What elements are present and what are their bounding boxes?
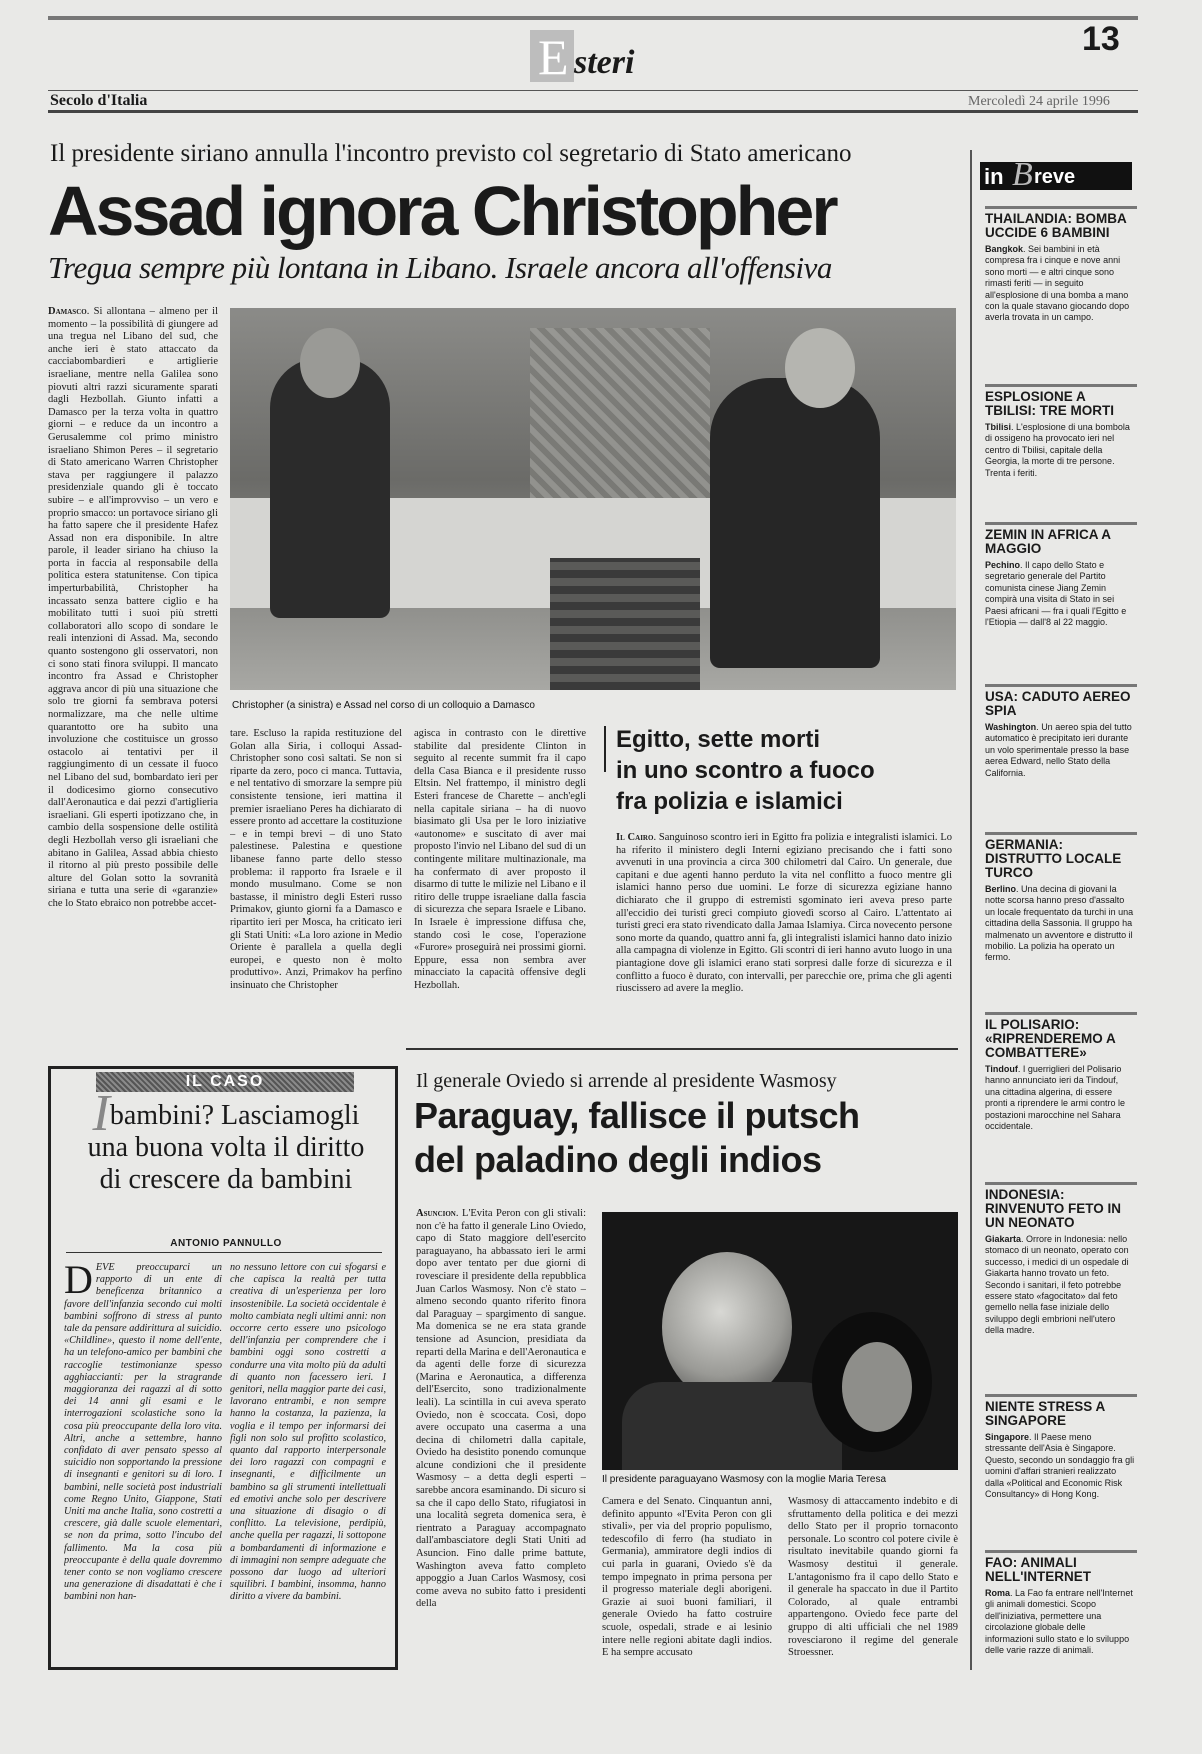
brief-body: Sei bambini in età compresa fra i cinque e nove anni sono morti — e altri cinque sono rimasti feriti — in seguito all'esplosione di una bomba a mano con la quale stavano giocando dopo averla trovata in un campo.: [985, 244, 1130, 323]
il-caso-tag-text: IL CASO: [185, 1073, 265, 1090]
il-caso-title-l1: bambini? Lasciamogli: [109, 1100, 360, 1131]
top-rule: [48, 16, 1138, 20]
il-caso-col2-text: no nessuno lettore con cui sfogarsi e che capisca la realtà per tutta creativa di un'esperienza per loro insostenibile. La società occidentale è molto cambiata negli ultimi anni: non occorre certo essere uno psicologo dell'infanzia per comprendere che i bambini oggi sono costretti a condurre una vita molto più da adulti di quanto non facessero ieri. I genitori, nella maggior parte dei casi, lavorano entrambi, e non sempre hanno la costanza, la pazienza, la voglia e il tempo per informarsi dei figli non solo sul profitto scolastico, quanto dal rapporto interpersonale dei loro ragazzi con compagni e insegnanti, e difficilmente un bambino sa gli strumenti intellettuali ed emotivi anche solo per descrivere una situazione di disagio o di conflitto. La televisione, perdipiù, anche quella per ragazzi, li sottopone a bombardamenti di informazione e di immagini non sempre adeguate che possono dar luogo ad ulteriori squilibri. I bambini, insomma, hanno diritto a vivere da bambini.: [230, 1262, 386, 1603]
woman-face: [842, 1342, 912, 1432]
sidebar-sep-1: [985, 384, 1137, 387]
lead-dateline: Damasco: [48, 306, 87, 317]
sidebar-sep-4: [985, 832, 1137, 835]
brief-head: GERMANIA: DISTRUTTO LOCALE TURCO: [985, 838, 1122, 880]
brief-body: La Fao fa entrare nell'Internet gli animali domestici. Scopo dell'iniziativa, permettere una circolazione globale delle informazioni sullo stato e lo sviluppo delle varie razze di animali.: [985, 1588, 1133, 1656]
lead-column-1: Damasco. Si allontana – almeno per il momento – la possibilità di giungere ad una tregua nel Libano del sud, che anche ieri è stato attaccato da cacciabombardieri e artiglierie israeliane, mentre nella Galilea sono piovuti altri razzi sicuramente sparati dagli Hezbollah. Giunto infatti a Damasco per la terza volta in quattro giorni – e reduce da un incontro a Gerusalemme col primo ministro israeliano Shimon Peres – il segretario di Stato americano Warren Christopher stava per raggiungere il palazzo presidenziale quando gli è toccato subire – e all'improvviso – un vero e proprio smacco: un portavoce siriano gli ha fatto sapere che il presidente Hafez Assad non era disponibile. In altre parole, il leader siriano ha chiuso la porta in faccia al responsabile della politica estera statunitense. Con tipica imperturbabilità, Christopher ha incassato senza battere ciglio e ha mobilitato tutti i suoi più stretti collaboratori allo scopo di sondare le reali intenzioni di Assad. Ma, secondo quanto sostengono gli osservatori, non ci sono stati finora sviluppi. Il mancato incontro fra Assad e Christopher aggrava ancor di più una situazione che solo tre giorni fa sembrava potersi normalizzare, ma che nelle ultime quarantotto ore ha subìto una involuzione che costituisce un grosso ostacolo ai tentativi per il raggiungimento di un cessate il fuoco nel Libano del sud, bombardato ieri per il dodicesimo giorno consecutivo dall'Aeronautica e dai pezzi d'artiglieria israeliani. Gli esperti ipotizzano che, in cambio della sospensione delle ostilità degli Hezbollah verso gli israeliani che abitano in Galilea, Assad abbia chiesto il ritorno al più presto possibile delle alture del Golan sotto la sovranità siriana e tutta una serie di «garanzie» che lo Stato ebraico non potrebbe accet-: [48, 306, 218, 909]
egitto-headline: [616, 724, 956, 817]
brief-head: INDONESIA: RINVENUTO FETO IN UN NEONATO: [985, 1188, 1122, 1230]
lead-col3-text: agisca in contrasto con le direttive stabilite dal presidente Clinton in seguito al recente summit fra il capo della Casa Bianca e il presidente russo Eltsin. Nel frattempo, il ministro degli Esteri francese de Charette – anch'egli nella capitale siriana – ha di nuovo biasimato gli Usa per le loro iniziative «autonome» e suscitato di aver mai proposto l'invio nel Libano del sud di un contingente militare multinazionale, ma ha confermato di aver proposto il disarmo di tutte le milizie nel Libano e il ritiro delle truppe israeliane dalla fascia di sicurezza che separa Israele e Libano. In Israele è impressione diffusa che, stando così le cose, l'operazione «Furore» proseguirà nei prossimi giorni. Eppure, essa non sembra aver minacciato la capacità offensive degli Hezbollah.: [414, 728, 586, 991]
carved-table: [550, 558, 700, 690]
brief-head: USA: CADUTO AEREO SPIA: [985, 690, 1131, 718]
egitto-dateline: Il Cairo: [616, 832, 654, 843]
brief-head: IL POLISARIO: «RIPRENDEREMO A COMBATTERE»: [985, 1018, 1116, 1060]
mid-rule: [406, 1048, 958, 1050]
brief-dateline: Roma: [985, 1588, 1011, 1598]
egitto-body: Il Cairo. Sanguinoso scontro ieri in Egitto fra polizia e integralisti islamici. Lo ha riferito il ministero degli Interni egiziano precisando che i fatti sono avvenuti in una provincia a circa 300 chilometri dal Cairo. Un generale, due capitani e due agenti hanno perduto la vita nel conflitto a fuoco mentre gli islamici hanno perso due uomini. Le forze di sicurezza egiziane hanno dichiarato che il gruppo di estremisti sgominato ieri aveva preso parte all'eccidio dei turisti greci compiuto giovedì scorso al Cairo. L'attentato ai turisti greci era stato rivendicato dalla Jamaa Islamiya. Circa novecento persone sono morte da quando, quattro anni fa, gli integralisti islamici hanno dato inizio alla campagna di violenze in Egitto. Gli scontri di ieri hanno avuto luogo in una piantagione dove gli islamici erano stati sorpresi dalle forze di sicurezza e il conflitto a fuoco è durato, con intervalli, per parecchie ore, prima che gli agenti riuscissero ad avere la meglio.: [616, 832, 952, 995]
il-caso-title-l2: una buona volta il diritto: [87, 1132, 365, 1163]
section-letter: E: [538, 29, 569, 85]
figure-right: [710, 378, 880, 668]
paraguay-photo: [602, 1212, 958, 1470]
paraguay-headline-l2: del paladino degli indios: [414, 1139, 822, 1180]
issue-date: Mercoledì 24 aprile 1996: [968, 94, 1110, 109]
brief-body: Un aereo spia del tutto automatico è precipitato ieri durante un volo sperimentale presso la base aerea Edward, nello Stato della California.: [985, 722, 1132, 778]
brief-item-polisario: IL POLISARIO: «RIPRENDEREMO A COMBATTERE» Tindouf. I guerriglieri del Polisario hanno annunciato ieri da Tindouf, una cittadina algerina, di essere pronti a riprendere le armi contro le postazioni marocchine nel Sahara occidentale.: [985, 1018, 1135, 1178]
egitto-text: Sanguinoso scontro ieri in Egitto fra polizia e integralisti islamici. Lo ha riferito il ministero degli Interni egiziano precisando che i fatti sono avvenuti in una provincia a circa 300 chilometri dal Cairo. Un generale, due capitani e due agenti hanno perduto la vita nel conflitto a fuoco mentre gli islamici hanno perso due uomini. Le forze di sicurezza egiziane hanno dichiarato che il gruppo di estremisti sgominato ieri aveva preso parte all'eccidio dei turisti greci compiuto giovedì scorso al Cairo. L'attentato ai turisti greci era stato rivendicato dalla Jamaa Islamiya. Circa novecento persone sono morte da quando, quattro anni fa, gli integralisti islamici hanno dato inizio alla campagna di violenze in Egitto. Gli scontri di ieri hanno avuto luogo in una piantagione dove gli islamici erano stati sorpresi dalle forze di sicurezza e il conflitto a fuoco è durato, con intervalli, per parecchie ore, prima che gli agenti riuscissero ad avere la meglio.: [616, 832, 952, 995]
il-caso-tag: [96, 1072, 354, 1092]
lead-column-2: [230, 728, 402, 1040]
paraguay-col1-text: L'Evita Peron con gli stivali: non c'è ha fatto il generale Lino Oviedo, capo di Stato maggiore dell'esercito paraguayano, ha abbassato ieri le armi dopo aver tentato per due giorni di rovesciare il presidente della repubblica Juan Carlos Wasmosy. Non c'è stato – almeno secondo quanto riferito finora dal Paraguay – spargimento di sangue. Ma domenica se ne era stata grande tensione ad Asuncion, presidiata da reparti della Marina e dell'Aeronautica e da agenti delle forze di sicurezza (Marina e Aeronautica, a differenza dell'Esercito, sono tradizionalmente leali). La scintilla in cui aveva sperato Oviedo, non è scoccata. Così, dopo avere occupato una caserma a una decina di chilometri dalla capitale, Oviedo ha desistito ponendo comunque alcune condizioni che il presidente Wasmosy – a detta degli esperti – sarebbe ancora esaminando. Di sicuro si sa che il capo dello Stato, rifugiatosi in una località segreta domenica sera, è rientrato a Paraguay accompagnato dall'ambasciatore degli Stati Uniti ad Asuncion. Fino dalle prime battute, Washington aveva fatto completo appoggio a Juan Carlos Wasmosy, così come aveva no subito fatto i presidenti della: [416, 1208, 586, 1610]
masthead-rule-2: [48, 110, 1138, 113]
lead-col1-text: Si allontana – almeno per il momento – la possibilità di giungere ad una tregua nel Libano del sud, che anche ieri è stato attaccato da cacciabombardieri e artiglierie israeliane, mentre nella Galilea sono piovuti altri razzi sicuramente sparati dagli Hezbollah. Giunto infatti a Damasco per la terza volta in quattro giorni – e reduce da un incontro a Gerusalemme col primo ministro israeliano Shimon Peres – il segretario di Stato americano Warren Christopher stava per raggiungere il palazzo presidenziale quando gli è toccato subire – e all'improvviso – un vero e proprio smacco: un portavoce siriano gli ha fatto sapere che il presidente Hafez Assad non era disponibile. In altre parole, il leader siriano ha chiuso la porta in faccia al responsabile della politica estera statunitense. Con tipica imperturbabilità, Christopher ha incassato senza battere ciglio e ha mobilitato tutti i suoi più stretti collaboratori allo scopo di sondare le reali intenzioni di Assad. Ma, secondo quanto sostengono gli osservatori, non ci sono stati finora sviluppi. Il mancato incontro fra Assad e Christopher aggrava ancor di più una situazione che solo tre giorni fa sembrava potersi normalizzare, ma che nelle ultime quarantotto ore ha subìto una involuzione che costituisce un grosso ostacolo ai tentativi per il raggiungimento di un cessate il fuoco nel Libano del sud, bombardato ieri per il dodicesimo giorno consecutivo dall'Aeronautica e dai pezzi d'artiglieria israeliani. Gli esperti ipotizzano che, in cambio della sospensione delle ostilità degli Hezbollah verso gli israeliani che abitano in Galilea, Assad abbia chiesto il ritorno al più presto possibile delle alture del Golan sotto la sovranità siriana e tutta una serie di «garanzie» che lo Stato ebraico non potrebbe accet-: [48, 306, 218, 909]
brief-item-germania: GERMANIA: DISTRUTTO LOCALE TURCO Berlino. Una decina di giovani la notte scorsa hanno preso d'assalto un locale frequentato da turchi in una cittadina della Sassonia. Il gruppo ha malmenato un avventore e distrutto il mobilio. La polizia ha operato un fermo.: [985, 838, 1134, 963]
brief-head: ESPLOSIONE A TBILISI: TRE MORTI: [985, 390, 1114, 418]
brief-item-zemin: ZEMIN IN AFRICA A MAGGIO Pechino. Il capo dello Stato e segretario generale del Partito comunista cinese Jiang Zemin compirà una visita di Stato in sei Paesi africani — fra i quali l'Egitto e l'Etiopia — dall'8 al 22 maggio.: [985, 528, 1135, 690]
il-caso-dropcap: D: [64, 1262, 93, 1302]
sidebar-sep-3: [985, 684, 1137, 687]
egitto-headline-l3: fra polizia e islamici: [616, 788, 843, 815]
il-caso-column-2: [230, 1262, 386, 1660]
lead-subhead: Tregua sempre più lontana in Libano. Israele ancora all'offensiva: [48, 250, 832, 285]
egitto-border: [604, 726, 606, 772]
brief-item-indonesia: INDONESIA: RINVENUTO FETO IN UN NEONATO Giakarta. Orrore in Indonesia: nello stomaco di un neonato, operato con successo, i medici di un ospedale di Giakarta hanno trovato un feto. Secondo i sanitari, il feto potrebbe essere stato «fagocitato» dal feto gemello nella fase iniziale dello sviluppo degli embrioni nell'utero della madre.: [985, 1188, 1135, 1392]
brief-dateline: Singapore: [985, 1432, 1030, 1442]
lead-col2-text: tare. Escluso la rapida restituzione del Golan alla Siria, i colloqui Assad-Christopher sono così saltati. Se non si riparte da zero, poco ci manca. Tuttavia, e nel tentativo di smorzare la sempre più consistente tensione, ieri mattina il premier israeliano Peres ha dichiarato di essere pronto ad accettare la costituzione – e in tempi brevi – di uno Stato palestinese. Palestina e questione libanese fanno parte dello stesso problema: il rapporto fra Israele e il mondo musulmano. Come se non bastasse, il ministro degli Esteri russo Primakov, giunto giorni fa a Damasco e ripartito ieri per Mosca, ha criticato ieri gli Stati Uniti: «La loro azione in Medio Oriente è parallela a quella degli europei, e questo non è molto produttivo». Anzi, Primakov ha perfino insinuato che Christopher: [230, 728, 402, 991]
brief-dateline: Bangkok: [985, 244, 1024, 254]
egitto-headline-l1: Egitto, sette morti: [616, 726, 821, 753]
il-caso-title-l3: di crescere da bambini: [99, 1164, 353, 1195]
brief-item-fao: FAO: ANIMALI NELL'INTERNET Roma. La Fao fa entrare nell'Internet gli animali domestici. Scopo dell'iniziativa, permettere una circolazione globale delle informazioni sullo stato e lo sviluppo delle varie razze di animali.: [985, 1556, 1135, 1696]
sidebar-sep-5: [985, 1012, 1137, 1015]
brief-dateline: Washington: [985, 722, 1037, 732]
brief-item-singapore: NIENTE STRESS A SINGAPORE Singapore. Il Paese meno stressante dell'Asia è Singapore. Questo, secondo un sondaggio fra gli uomini d'affari stranieri realizzato dalla «Political and Economic Risk Consultancy» di Hong Kong.: [985, 1400, 1135, 1500]
lead-column-3: [414, 728, 586, 1040]
brief-body: Il Paese meno stressante dell'Asia è Singapore. Questo, secondo un sondaggio fra gli uomini d'affari stranieri realizzato dalla «Political and Economic Risk Consultancy» di Hong Kong.: [985, 1432, 1135, 1500]
in-breve-in: in: [984, 164, 1004, 189]
brief-body: L'esplosione di una bombola di ossigeno ha provocato ieri nel centro di Tbilisi, capitale della Georgia, la morte di tre persone. Trenta i feriti.: [985, 422, 1130, 478]
paraguay-headline: [414, 1094, 974, 1182]
paraguay-column-2: [602, 1496, 772, 1658]
brief-item-thailandia: THAILANDIA: BOMBA UCCIDE 6 BAMBINI Bangkok. Sei bambini in età compresa fra i cinque e nove anni sono morti — e altri cinque sono rimasti feriti — in seguito all'esplosione di una bomba a mano con la quale stavano giocando dopo averla trovata in un campo.: [985, 212, 1135, 378]
lead-headline: Assad ignora Christopher: [48, 172, 836, 250]
sidebar-sep-2: [985, 522, 1137, 525]
in-breve-rest: reve: [1034, 166, 1076, 188]
lead-photo-caption: Christopher (a sinistra) e Assad nel corso di un colloquio a Damasco: [232, 700, 535, 711]
masthead-rule-1: [48, 90, 1138, 91]
sidebar-sep-7: [985, 1394, 1137, 1397]
brief-body: Orrore in Indonesia: nello stomaco di un neonato, operato con successo, i medici di un ospedale di Giakarta hanno trovato un feto. Secondo i sanitari, il feto potrebbe essere stato «fagocitato» dal feto gemello nella fase iniziale dello sviluppo degli embrioni nell'utero della madre.: [985, 1234, 1129, 1336]
sidebar-sep-0: [985, 206, 1137, 209]
brief-head: ZEMIN IN AFRICA A MAGGIO: [985, 528, 1111, 556]
paraguay-headline-l1: Paraguay, fallisce il putsch: [414, 1095, 860, 1136]
brief-body: I guerriglieri del Polisario hanno annunciato ieri da Tindouf, una cittadina algerina, di essere pronti a riprendere le armi contro le postazioni marocchine nel Sahara occidentale.: [985, 1064, 1126, 1132]
brief-dateline: Berlino: [985, 884, 1017, 894]
paraguay-column-3: [788, 1496, 958, 1658]
brief-item-usa: USA: CADUTO AEREO SPIA Washington. Un aereo spia del tutto automatico è precipitato ieri durante un volo sperimentale presso la base aerea Edward, nello Stato della California.: [985, 690, 1135, 836]
brief-dateline: Tbilisi: [985, 422, 1012, 432]
egitto-headline-l2: in uno scontro a fuoco: [616, 757, 875, 784]
brief-dateline: Pechino: [985, 560, 1021, 570]
paraguay-kicker: Il generale Oviedo si arrende al presidente Wasmosy: [416, 1070, 837, 1092]
brief-body: Il capo dello Stato e segretario generale del Partito comunista cinese Jiang Zemin compirà una visita di Stato in sei Paesi africani — fra i quali l'Egitto e l'Etiopia — dall'8 al 22 maggio.: [985, 560, 1127, 628]
in-breve-label: [980, 156, 1132, 193]
brief-dateline: Giakarta: [985, 1234, 1022, 1244]
paraguay-photo-caption: Il presidente paraguayano Wasmosy con la moglie Maria Teresa: [602, 1474, 887, 1485]
il-caso-author: ANTONIO PANNULLO: [170, 1238, 282, 1249]
paraguay-col3-text: Wasmosy di attaccamento indebito e di sfruttamento della politica e dei mezzi dello Stato per il proprio tornaconto personale. Lo scontro col potere civile è risultato inevitabile quando giorni fa Wasmosy destituì il generale. L'antagonismo fra il capo dello Stato e il generale ha spaccato in due il Partito Colorado, al quale entrambi appartengono. Oviedo fece parte del gruppo di alti ufficiali che nel 1989 rovesciarono il regime del generale Stroessner.: [788, 1496, 958, 1658]
il-caso-column-1: [64, 1262, 222, 1660]
man-face: [662, 1252, 792, 1402]
brief-item-tbilisi: ESPLOSIONE A TBILISI: TRE MORTI Tbilisi. L'esplosione di una bombola di ossigeno ha provocato ieri nel centro di Tbilisi, capitale della Georgia, la morte di tre persone. Trenta i feriti.: [985, 390, 1135, 518]
in-breve-b: B: [1012, 156, 1033, 193]
il-caso-title-initial: I: [92, 1085, 110, 1142]
sidebar-sep-6: [985, 1182, 1137, 1185]
man-body: [622, 1382, 842, 1470]
paraguay-dateline: Asuncion: [416, 1208, 456, 1219]
lead-kicker: Il presidente siriano annulla l'incontro previsto col segretario di Stato americano: [50, 140, 852, 167]
il-caso-author-rule: [66, 1252, 382, 1253]
figure-left-head: [300, 328, 360, 398]
figure-right-head: [785, 328, 855, 408]
paraguay-column-1: Asuncion. L'Evita Peron con gli stivali: non c'è ha fatto il generale Lino Oviedo, capo di Stato maggiore dell'esercito paraguayano, ha abbassato ieri le armi dopo aver tentato per due giorni di rovesciare il presidente della repubblica Juan Carlos Wasmosy. Non c'è stato – almeno secondo quanto riferito finora dal Paraguay – spargimento di sangue. Ma domenica se ne era stata grande tensione ad Asuncion, presidiata da reparti della Marina e dell'Aeronautica e da agenti delle forze di sicurezza (Marina e Aeronautica, a differenza dell'Esercito, sono tradizionalmente leali). La scintilla in cui aveva sperato Oviedo, non è scoccata. Così, dopo avere occupato una caserma a una decina di chilometri dalla capitale, Oviedo ha desistito ponendo comunque alcune condizioni che il presidente Wasmosy – a detta degli esperti – sarebbe ancora esaminando. Di sicuro si sa che il capo dello Stato, rifugiatosi in una località segreta domenica sera, è rientrato a Paraguay accompagnato dall'ambasciatore degli Stati Uniti ad Asuncion. Fino dalle prime battute, Washington aveva fatto completo appoggio a Juan Carlos Wasmosy, così come aveva no subito fatto i presidenti della: [416, 1208, 586, 1610]
brief-head: NIENTE STRESS A SINGAPORE: [985, 1400, 1105, 1428]
il-caso-col1-text: EVE preoccuparci un rapporto di un ente di beneficenza britannico a favore dell'infanzia secondo cui molti bambini soffrono di stress al punto tale da pensare addirittura al suicidio. «Childline», questo il nome dell'ente, ha un telefono-amico per bambini che raccoglie testimonianze spesso agghiaccianti: per la stragrande maggioranza dei ragazzi al di sotto dei 14 anni gli esami e le interrogazioni scolastiche sono la cosa più preoccupante della loro vita. Altri, anche a settembre, hanno confidato di aver pensato spesso al suicidio non sopportando la pressione di insegnanti e genitori su di loro. I bambini, nelle società post industriali come Regno Unito, Giappone, Stati Uniti ma anche Italia, sono costretti a crescere, già dalle scuole elementari, se non da prima, sotto l'incubo del fallimento. Ma la cosa più preoccupante è della quale dovremmo tener conto se non vogliamo crescere una generazione di disadattati è che i bambini non han-: [64, 1262, 222, 1603]
sidebar-sep-8: [985, 1550, 1137, 1553]
brief-dateline: Tindouf: [985, 1064, 1018, 1074]
brief-body: Una decina di giovani la notte scorsa hanno preso d'assalto un locale frequentato da turchi in una cittadina della Sassonia. Il gruppo ha malmenato un avventore e distrutto il mobilio. La polizia ha operato un fermo.: [985, 884, 1134, 963]
section-rest: steri: [574, 44, 635, 81]
brief-head: FAO: ANIMALI NELL'INTERNET: [985, 1556, 1091, 1584]
page-number: 13: [1082, 20, 1120, 58]
lead-photo: [230, 308, 956, 690]
newspaper-name: Secolo d'Italia: [50, 92, 148, 109]
il-caso-title: [66, 1085, 386, 1196]
sidebar-divider: [970, 150, 972, 1670]
paraguay-col2-text: Camera e del Senato. Cinquantun anni, definito appunto «l'Evita Peron con gli stivali», per via del proprio populismo, tedescofilo di ferro (ha studiato in Germania), ammiratore degli indios di cui parla in guarani, Oviedo s'è da tempo impegnato in prima persona per il progresso materiale degli aborigeni. Grazie ai suoi buoni familiari, il generale Oviedo ha fatto costruire scuole, ospedali, strade e ai lesinio intere nelle regioni abitate dagli indios. E ha sempre accusato: [602, 1496, 772, 1658]
brief-head: THAILANDIA: BOMBA UCCIDE 6 BAMBINI: [985, 212, 1127, 240]
